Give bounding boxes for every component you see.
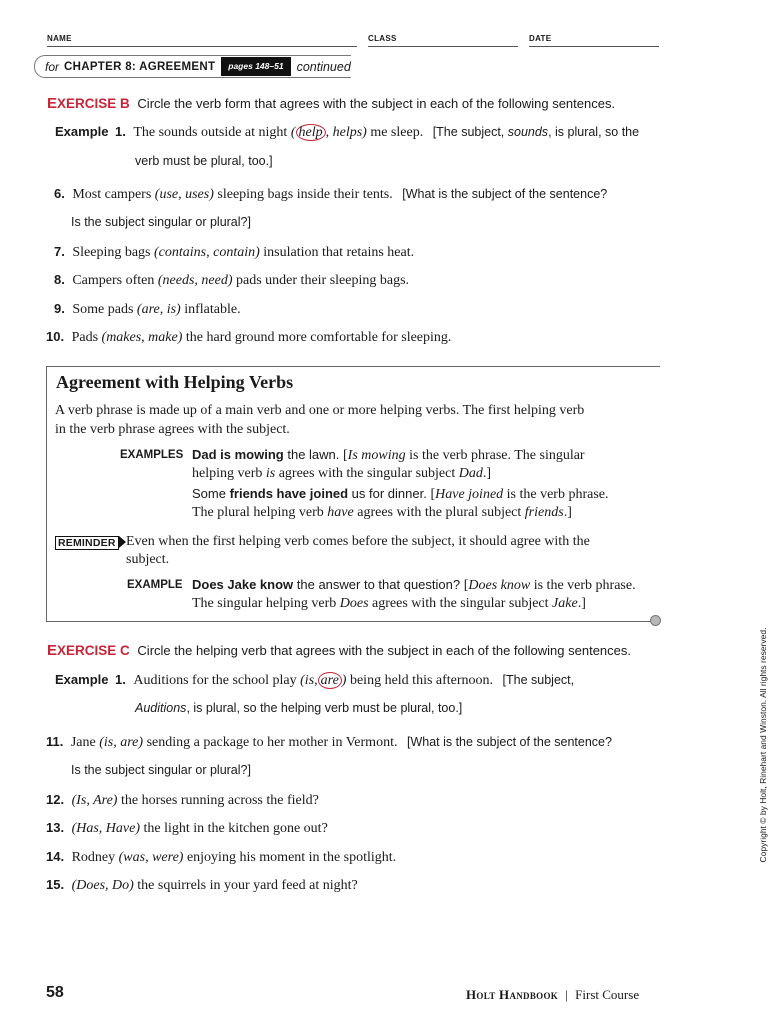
reminder-text-line2: subject. bbox=[126, 552, 170, 567]
rule-box-end-dot bbox=[650, 615, 661, 626]
banner-chapter: CHAPTER 8: AGREEMENT bbox=[64, 60, 216, 73]
chapter-banner bbox=[34, 55, 351, 78]
footer-book-title: Holt Handbook | First Course bbox=[466, 987, 640, 1002]
choice[interactable]: (use, uses) bbox=[154, 187, 214, 202]
exercise-c-instructions: Circle the helping verb that agrees with the subject in each of the following sentences. bbox=[137, 643, 631, 658]
name-field-line[interactable] bbox=[47, 46, 357, 47]
rule-example-3: Does Jake know the answer to that question? [Does know is the verb phrase. bbox=[192, 577, 636, 593]
rule-paragraph-line1: A verb phrase is made up of a main verb and one or more helping verbs. The first helping verb bbox=[55, 403, 585, 418]
exercise-b-item-6: 6. Most campers (use, uses) sleeping bags inside their tents. [What is the subject of the sentence? bbox=[54, 186, 608, 202]
class-label: CLASS bbox=[368, 34, 397, 43]
exercise-b-item-7: 7. Sleeping bags (contains, contain) insulation that retains heat. bbox=[54, 244, 415, 260]
choice[interactable]: (are, is) bbox=[136, 302, 181, 317]
rule-example-2: Some friends have joined us for dinner. [Have joined is the verb phrase. bbox=[192, 486, 609, 502]
rule-example-3-cont: The singular helping verb Does agrees with the singular subject Jake.] bbox=[192, 596, 586, 611]
examples-tag: EXAMPLES bbox=[120, 449, 184, 461]
reminder-badge: REMINDER bbox=[55, 533, 126, 551]
exercise-c-item-14: 14. Rodney (was, were) enjoying his moment in the spotlight. bbox=[46, 849, 397, 865]
choice[interactable]: (Is, Are) bbox=[71, 793, 118, 808]
arrow-right-icon bbox=[119, 536, 126, 548]
rule-example-2-cont: The plural helping verb have agrees with the plural subject friends.] bbox=[192, 505, 572, 520]
exercise-c-item-11-hint-cont: Is the subject singular or plural?] bbox=[71, 763, 251, 777]
rule-paragraph-line2: in the verb phrase agrees with the subject. bbox=[55, 422, 290, 437]
banner-pages: pages 148–51 bbox=[221, 57, 290, 76]
copyright-notice: Copyright © by Holt, Rinehart and Winston. All rights reserved. bbox=[758, 627, 768, 863]
exercise-c-label: EXERCISE C bbox=[47, 642, 130, 659]
exercise-c-example-hint-cont: Auditions, is plural, so the helping verb must be plural, too.] bbox=[135, 701, 463, 715]
date-label: DATE bbox=[529, 34, 552, 43]
page-number: 58 bbox=[46, 984, 64, 1001]
choice[interactable]: (contains, contain) bbox=[154, 245, 260, 260]
rule-example-1: Dad is mowing the lawn. [Is mowing is the verb phrase. The singular bbox=[192, 447, 585, 463]
rule-box-title: Agreement with Helping Verbs bbox=[56, 372, 294, 392]
banner-continued: continued bbox=[296, 59, 351, 74]
exercise-b-instructions: Circle the verb form that agrees with the subject in each of the following sentences. bbox=[137, 96, 616, 111]
exercise-c-example: Example 1. Auditions for the school play (is, are ) being held this afternoon. [The subject, bbox=[55, 672, 575, 688]
exercise-b-heading bbox=[47, 95, 615, 112]
exercise-c-item-15: 15. (Does, Do) the squirrels in your yard feed at night? bbox=[46, 877, 358, 893]
name-label: NAME bbox=[47, 34, 72, 43]
exercise-c-item-11: 11. Jane (is, are) sending a package to her mother in Vermont. [What is the subject of the sentence? bbox=[46, 734, 612, 750]
exercise-b-label: EXERCISE B bbox=[47, 95, 130, 112]
exercise-b-item-8: 8. Campers often (needs, need) pads under their sleeping bags. bbox=[54, 272, 410, 288]
exercise-c-item-12: 12. (Is, Are) the horses running across the field? bbox=[46, 792, 319, 808]
circled-answer-help: help bbox=[296, 124, 326, 141]
exercise-b-item-9: 9. Some pads (are, is) inflatable. bbox=[54, 301, 241, 317]
choice[interactable]: (makes, make) bbox=[101, 330, 183, 345]
exercise-c-item-13: 13. (Has, Have) the light in the kitchen gone out? bbox=[46, 820, 328, 836]
choice[interactable]: (Has, Have) bbox=[71, 821, 140, 836]
rule-example-1-cont: helping verb is agrees with the singular subject Dad.] bbox=[192, 466, 492, 481]
example-tag: EXAMPLE bbox=[127, 579, 183, 591]
reminder-text-line1: Even when the first helping verb comes before the subject, it should agree with the bbox=[126, 534, 590, 549]
class-field-line[interactable] bbox=[368, 46, 518, 47]
choice[interactable]: (needs, need) bbox=[157, 273, 233, 288]
date-field-line[interactable] bbox=[529, 46, 659, 47]
choice[interactable]: (is, are) bbox=[99, 735, 144, 750]
exercise-b-item-10: 10. Pads (makes, make) the hard ground more comfortable for sleeping. bbox=[46, 329, 452, 345]
exercise-b-example: Example 1. The sounds outside at night ( help , helps) me sleep. [The subject, sounds, is plural, so the bbox=[55, 124, 640, 140]
banner-for: for bbox=[45, 59, 60, 74]
choice[interactable]: (was, were) bbox=[118, 850, 184, 865]
exercise-b-example-hint-cont: verb must be plural, too.] bbox=[135, 154, 273, 168]
exercise-b-item-6-hint-cont: Is the subject singular or plural?] bbox=[71, 215, 251, 229]
circled-answer-are: are bbox=[318, 672, 342, 689]
exercise-c-heading bbox=[47, 642, 631, 659]
choice[interactable]: (Does, Do) bbox=[71, 878, 134, 893]
